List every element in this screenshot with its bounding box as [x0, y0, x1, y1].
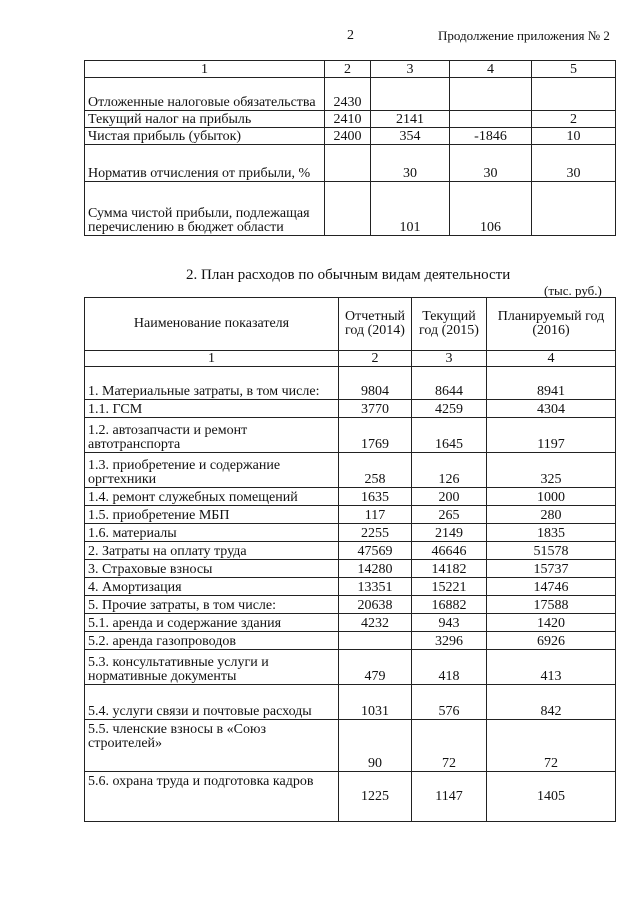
cell [371, 78, 450, 111]
cell: 2410 [325, 111, 371, 128]
table-row [85, 524, 616, 542]
cell: 1405 [487, 772, 616, 822]
header-cell: 5 [532, 61, 616, 78]
row-label: 1.6. материалы [85, 524, 339, 542]
cell: 3296 [412, 632, 487, 650]
cell: 30 [450, 145, 532, 182]
page-number: 2 [347, 28, 354, 43]
cell: 418 [412, 650, 487, 685]
table-row [85, 400, 616, 418]
cell: 30 [532, 145, 616, 182]
cell [325, 182, 371, 236]
cell: 842 [487, 685, 616, 720]
row-label: 1.2. автозапчасти и ремонт автотранспорта [85, 418, 339, 453]
row-label: 1.5. приобретение МБП [85, 506, 339, 524]
header-cell: Отчетный год (2014) [339, 298, 412, 351]
cell: 413 [487, 650, 616, 685]
cell: 15737 [487, 560, 616, 578]
header-cell: 1 [85, 61, 325, 78]
cell: 14746 [487, 578, 616, 596]
header-cell: 2 [325, 61, 371, 78]
header-cell: 4 [450, 61, 532, 78]
cell: 2400 [325, 128, 371, 145]
cell: 2 [532, 111, 616, 128]
row-label: Норматив отчисления от прибыли, % [85, 145, 325, 182]
cell [532, 182, 616, 236]
cell [325, 145, 371, 182]
subheader-cell: 3 [412, 351, 487, 367]
table-row [85, 367, 616, 400]
table-row [85, 542, 616, 560]
table-expenses-plan [84, 297, 616, 822]
cell: 15221 [412, 578, 487, 596]
row-label: 5.3. консультативные услуги и нормативные документы [85, 650, 339, 685]
table-header-row [85, 298, 616, 351]
row-label: 1. Материальные затраты, в том числе: [85, 367, 339, 400]
cell: 72 [412, 720, 487, 772]
page-header: Продолжение приложения № 2 [438, 28, 610, 43]
table-row [85, 128, 616, 145]
cell: 2141 [371, 111, 450, 128]
cell: 101 [371, 182, 450, 236]
units-label: (тыс. руб.) [544, 283, 602, 298]
cell: 4232 [339, 614, 412, 632]
header-cell: 3 [371, 61, 450, 78]
cell: 6926 [487, 632, 616, 650]
cell: 1420 [487, 614, 616, 632]
cell: 1147 [412, 772, 487, 822]
cell: 354 [371, 128, 450, 145]
cell: 200 [412, 488, 487, 506]
cell: 106 [450, 182, 532, 236]
cell: 479 [339, 650, 412, 685]
cell [532, 78, 616, 111]
subheader-cell: 4 [487, 351, 616, 367]
cell: 8644 [412, 367, 487, 400]
table-row [85, 453, 616, 488]
cell [450, 78, 532, 111]
cell: 1645 [412, 418, 487, 453]
row-label: 5.1. аренда и содержание здания [85, 614, 339, 632]
cell: 126 [412, 453, 487, 488]
cell: 1835 [487, 524, 616, 542]
row-label: Отложенные налоговые обязательства [85, 78, 325, 111]
cell: 14280 [339, 560, 412, 578]
table-row [85, 772, 616, 822]
cell: 280 [487, 506, 616, 524]
table-row [85, 506, 616, 524]
cell: 14182 [412, 560, 487, 578]
cell: 325 [487, 453, 616, 488]
cell: 13351 [339, 578, 412, 596]
cell: 17588 [487, 596, 616, 614]
cell: 9804 [339, 367, 412, 400]
table-row [85, 578, 616, 596]
row-label: 1.4. ремонт служебных помещений [85, 488, 339, 506]
row-label: 5. Прочие затраты, в том числе: [85, 596, 339, 614]
table-header-row [85, 61, 616, 78]
cell: 4304 [487, 400, 616, 418]
row-label: Сумма чистой прибыли, подлежащая перечислению в бюджет области [85, 182, 325, 236]
header-cell: Наименование показателя [85, 298, 339, 351]
subheader-cell: 2 [339, 351, 412, 367]
cell: 943 [412, 614, 487, 632]
table-subheader-row [85, 351, 616, 367]
table-row [85, 632, 616, 650]
cell: 1197 [487, 418, 616, 453]
cell [339, 632, 412, 650]
cell: 46646 [412, 542, 487, 560]
table-row [85, 78, 616, 111]
cell: 72 [487, 720, 616, 772]
subheader-cell: 1 [85, 351, 339, 367]
row-label: 5.6. охрана труда и подготовка кадров [85, 772, 339, 822]
cell: 47569 [339, 542, 412, 560]
cell: 90 [339, 720, 412, 772]
cell: 51578 [487, 542, 616, 560]
cell: 1635 [339, 488, 412, 506]
cell: 30 [371, 145, 450, 182]
table-row [85, 111, 616, 128]
cell: 1000 [487, 488, 616, 506]
row-label: 5.4. услуги связи и почтовые расходы [85, 685, 339, 720]
row-label: 1.1. ГСМ [85, 400, 339, 418]
table-row [85, 685, 616, 720]
cell: 4259 [412, 400, 487, 418]
table-row [85, 488, 616, 506]
cell: 2430 [325, 78, 371, 111]
row-label: 4. Амортизация [85, 578, 339, 596]
table-row [85, 650, 616, 685]
cell: 1031 [339, 685, 412, 720]
header-cell: Планируемый год (2016) [487, 298, 616, 351]
header-cell: Текущий год (2015) [412, 298, 487, 351]
table-row [85, 596, 616, 614]
section-title: 2. План расходов по обычным видам деятельности [186, 267, 511, 283]
table-row [85, 720, 616, 772]
cell: 10 [532, 128, 616, 145]
cell: 1225 [339, 772, 412, 822]
row-label: 2. Затраты на оплату труда [85, 542, 339, 560]
row-label: Чистая прибыль (убыток) [85, 128, 325, 145]
table-row [85, 614, 616, 632]
row-label: 5.5. членские взносы в «Союз строителей» [85, 720, 339, 772]
row-label: 5.2. аренда газопроводов [85, 632, 339, 650]
cell: 1769 [339, 418, 412, 453]
cell: 265 [412, 506, 487, 524]
table-row [85, 560, 616, 578]
row-label: 3. Страховые взносы [85, 560, 339, 578]
row-label: 1.3. приобретение и содержание оргтехники [85, 453, 339, 488]
table-row [85, 145, 616, 182]
cell [450, 111, 532, 128]
cell: 16882 [412, 596, 487, 614]
cell: 20638 [339, 596, 412, 614]
cell: 8941 [487, 367, 616, 400]
cell: 3770 [339, 400, 412, 418]
cell: 2255 [339, 524, 412, 542]
cell: 117 [339, 506, 412, 524]
cell: 2149 [412, 524, 487, 542]
row-label: Текущий налог на прибыль [85, 111, 325, 128]
table-row [85, 182, 616, 236]
cell: -1846 [450, 128, 532, 145]
table-row [85, 418, 616, 453]
table-tax-profit [84, 60, 616, 236]
cell: 258 [339, 453, 412, 488]
cell: 576 [412, 685, 487, 720]
